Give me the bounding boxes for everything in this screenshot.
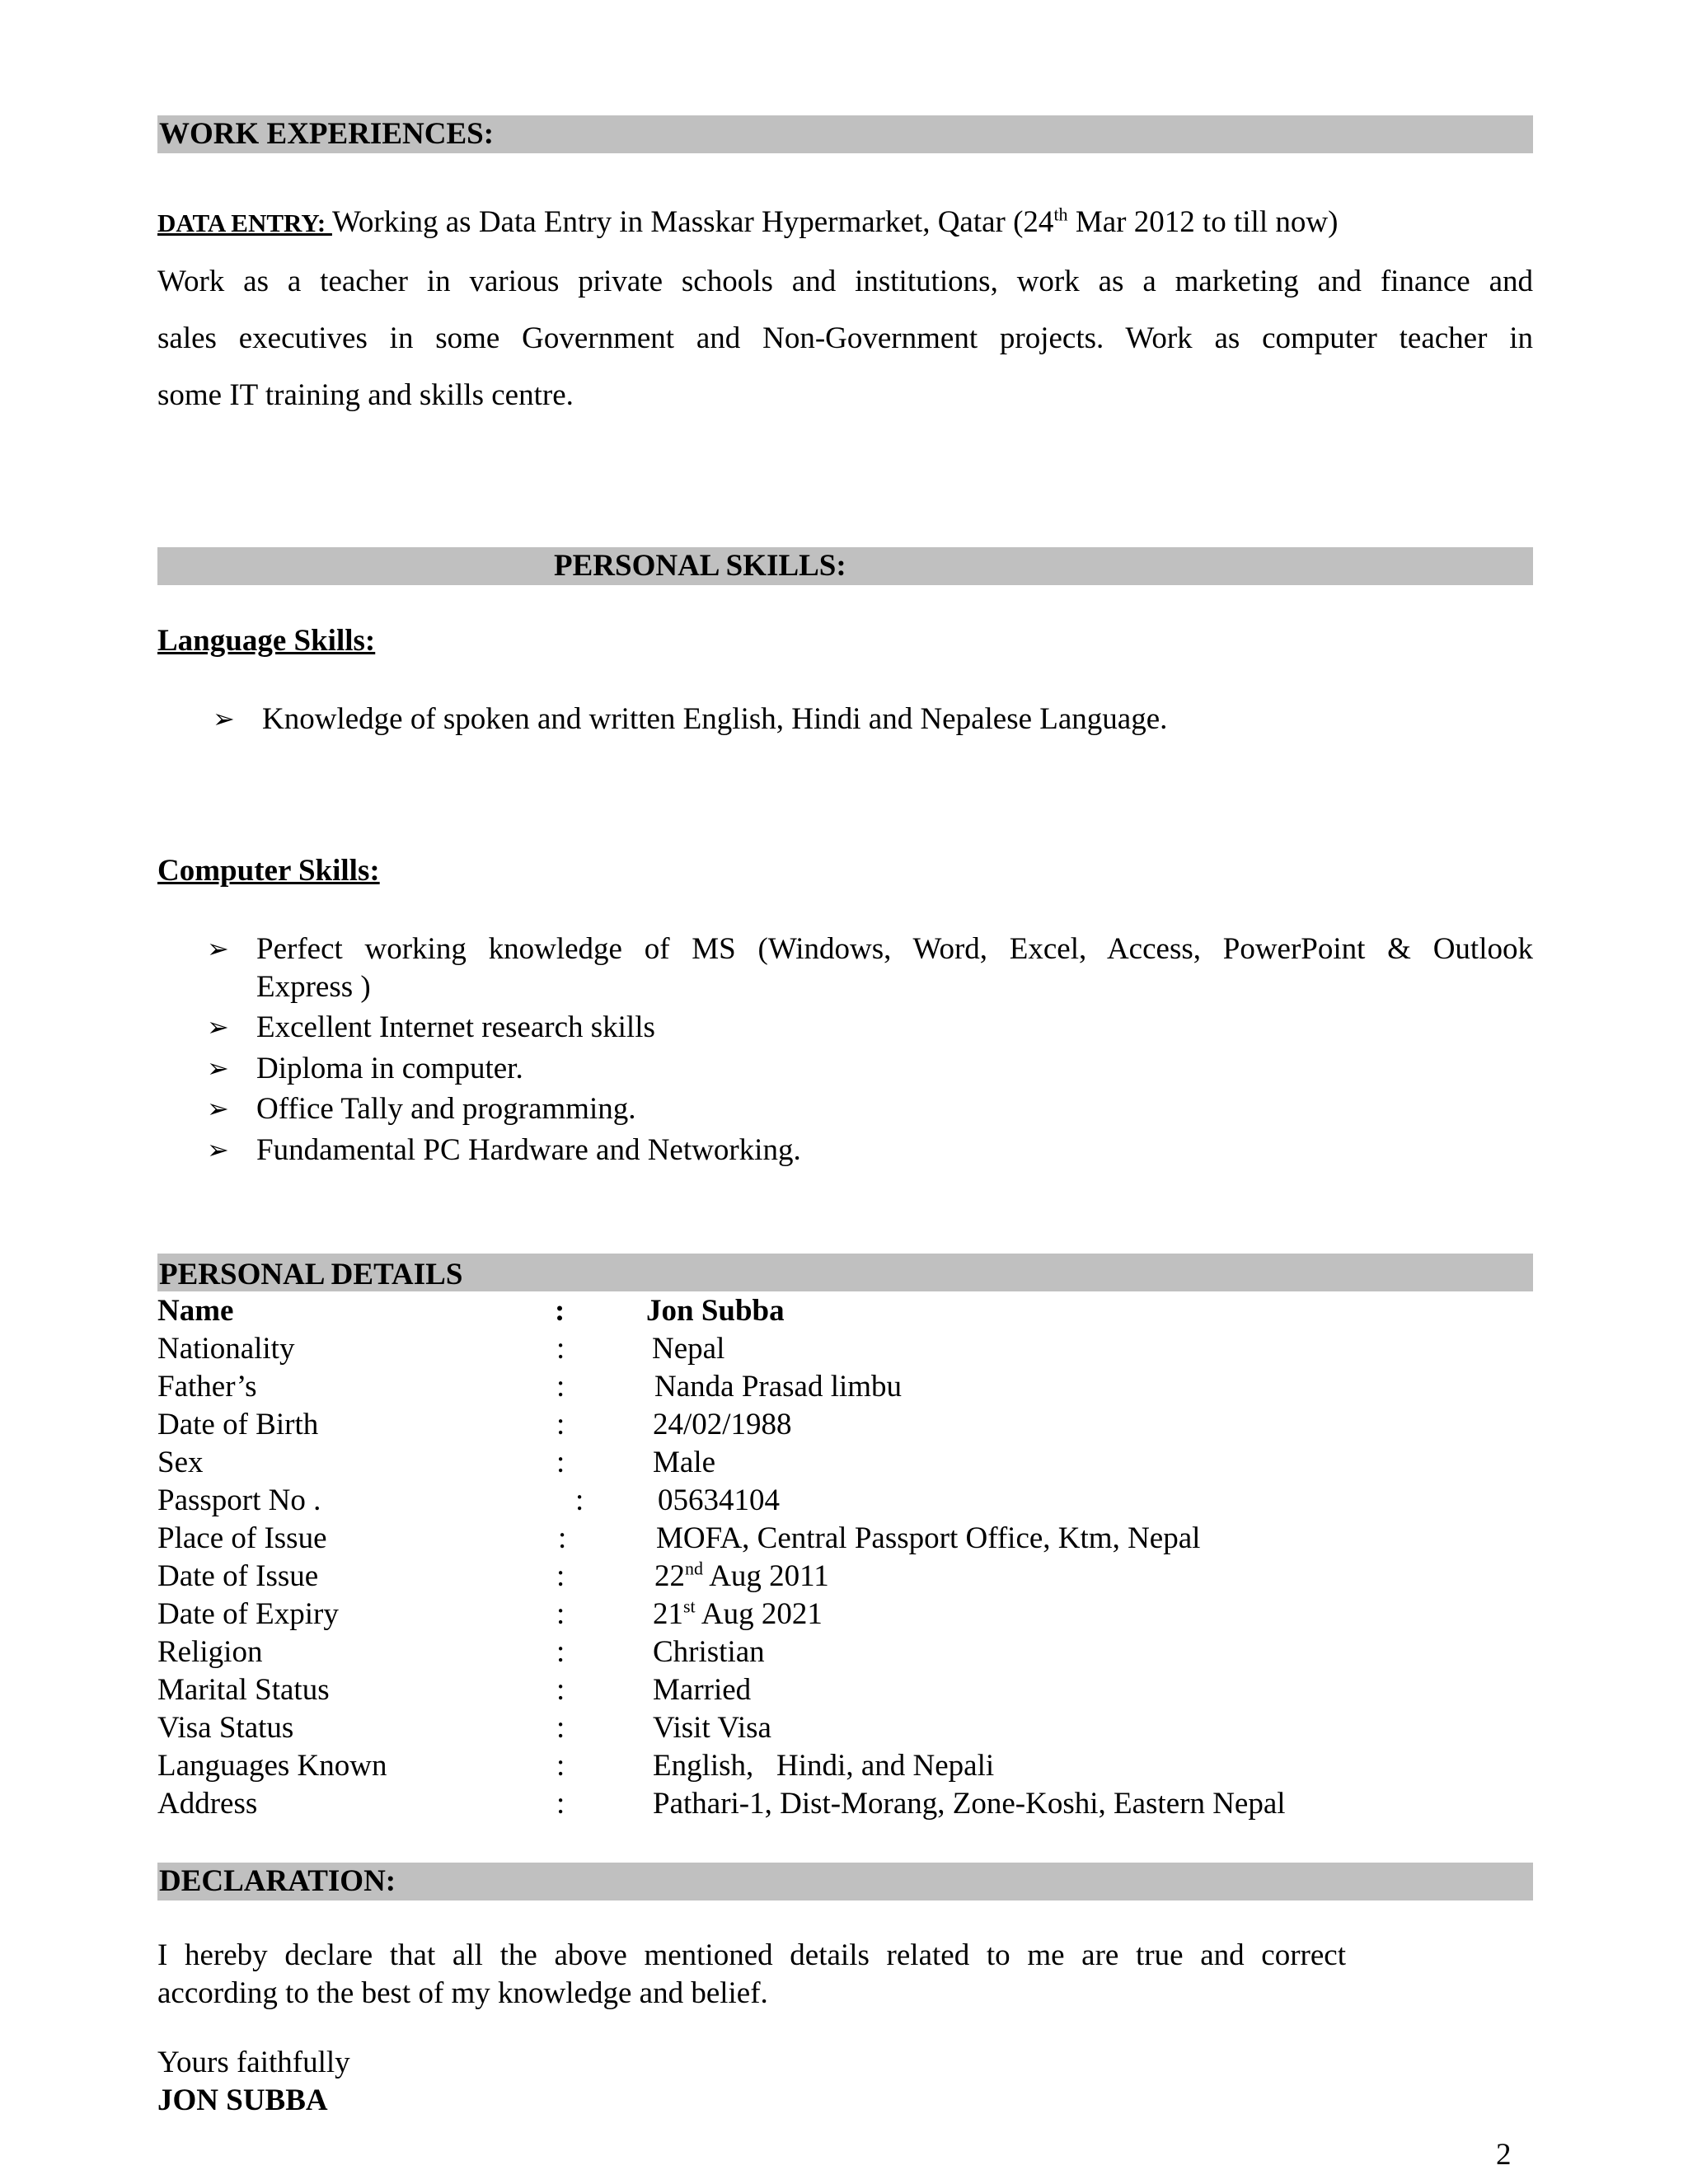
detail-value: 24/02/1988 [653,1408,792,1441]
computer-skill-item: Perfect working knowledge of MS (Windows, Word, Excel, Access, PowerPoint & Outlook [256,932,1533,966]
work-description-line: some IT training and skills centre. [157,378,574,412]
detail-label: Father’s [157,1370,257,1404]
personal-skills-heading: PERSONAL SKILLS: [554,549,846,583]
detail-label: Date of Issue [157,1559,319,1593]
detail-value: MOFA, Central Passport Office, Ktm, Nepal [656,1521,1201,1555]
detail-row-religion [157,1633,1394,1671]
bullet-arrow-icon: ➢ [207,1094,229,1123]
bullet-arrow-icon: ➢ [207,1135,229,1165]
detail-row-nationality [157,1330,1394,1368]
detail-value: Male [653,1446,716,1479]
detail-value-suffix: nd [685,1558,703,1579]
work-description-line: Work as a teacher in various private schools and institutions, work as a marketing and finance and [157,265,1533,298]
detail-row-address [157,1785,1394,1823]
detail-label: Sex [157,1446,204,1479]
data-entry-sup: th [1053,204,1068,225]
detail-value-rest: Aug 2021 [695,1597,823,1631]
detail-value: Jon Subba [646,1294,785,1328]
detail-colon: : [556,1711,565,1745]
detail-colon: : [556,1446,565,1479]
bullet-arrow-icon: ➢ [207,934,229,963]
declaration-line: I hereby declare that all the above mentioned details related to me are true and correct [157,1938,1346,1972]
computer-skill-item: Fundamental PC Hardware and Networking. [256,1133,801,1167]
data-entry-line [157,204,1338,240]
bullet-arrow-icon: ➢ [213,704,235,733]
page-number: 2 [1496,2138,1512,2172]
data-entry-text-b: Mar 2012 to till now) [1067,205,1339,239]
detail-row-sex [157,1444,1394,1482]
computer-skill-item: Office Tally and programming. [256,1092,636,1126]
detail-colon: : [555,1294,565,1328]
detail-colon: : [556,1749,565,1783]
detail-value: Nanda Prasad limbu [654,1370,903,1404]
bullet-arrow-icon: ➢ [207,1012,229,1042]
detail-label: Passport No . [157,1483,321,1517]
bullet-arrow-icon: ➢ [207,1053,229,1083]
language-skills-heading: Language Skills: [157,624,376,658]
language-skill-item: Knowledge of spoken and written English, Hindi and Nepalese Language. [262,702,1168,736]
detail-label: Visa Status [157,1711,294,1745]
detail-label: Place of Issue [157,1521,327,1555]
detail-row-passport-no [157,1482,1394,1520]
detail-row-marital-status [157,1671,1394,1709]
detail-colon: : [556,1597,565,1631]
computer-skills-heading: Computer Skills: [157,854,380,888]
detail-label: Date of Birth [157,1408,319,1441]
detail-colon: : [556,1408,565,1441]
detail-value: 05634104 [658,1483,780,1517]
work-experiences-heading: WORK EXPERIENCES: [159,117,495,151]
detail-value: English, Hindi, and Nepali [653,1749,995,1783]
personal-details-heading: PERSONAL DETAILS [159,1258,463,1291]
detail-value: Visit Visa [653,1711,771,1745]
detail-value-suffix: st [683,1596,696,1617]
detail-value: Christian [653,1635,765,1669]
detail-colon: : [556,1635,565,1669]
declaration-heading: DECLARATION: [159,1864,396,1898]
detail-value-day: 21 [653,1597,683,1631]
detail-row-date-of-birth [157,1406,1394,1444]
detail-row-place-of-issue [157,1520,1394,1558]
detail-row-languages-known [157,1747,1394,1785]
detail-label: Languages Known [157,1749,387,1783]
detail-value-day: 22 [654,1559,685,1593]
detail-label: Marital Status [157,1673,330,1707]
declaration-line: according to the best of my knowledge and belief. [157,1976,768,2010]
detail-label: Religion [157,1635,263,1669]
detail-value: Nepal [652,1332,725,1366]
detail-value [653,1596,823,1633]
detail-label: Address [157,1787,258,1821]
detail-label: Nationality [157,1332,295,1366]
detail-colon: : [556,1370,565,1404]
computer-skill-item: Diploma in computer. [256,1052,523,1085]
computer-skill-item-continued: Express ) [256,970,371,1004]
computer-skill-item: Excellent Internet research skills [256,1010,655,1044]
detail-colon: : [556,1332,565,1366]
detail-label: Name [157,1294,234,1328]
detail-row-father [157,1368,1394,1406]
detail-colon: : [575,1483,584,1517]
data-entry-text-a: Working as Data Entry in Masskar Hypermarket, Qatar (24 [331,205,1054,239]
detail-row-date-of-expiry [157,1596,1394,1633]
detail-row-visa-status [157,1709,1394,1747]
data-entry-label: DATA ENTRY: [157,209,332,237]
detail-value: Married [653,1673,752,1707]
detail-value [654,1558,829,1596]
detail-colon: : [556,1787,565,1821]
detail-colon: : [556,1559,565,1593]
work-description [157,253,1533,424]
detail-label: Date of Expiry [157,1597,339,1631]
detail-value-rest: Aug 2011 [703,1559,829,1593]
detail-row-date-of-issue [157,1558,1394,1596]
detail-colon: : [556,1673,565,1707]
detail-colon: : [558,1521,567,1555]
detail-value: Pathari-1, Dist-Morang, Zone-Koshi, Eastern Nepal [653,1787,1286,1821]
work-description-line: sales executives in some Government and Non-Government projects. Work as computer teacher in [157,321,1533,355]
closing-text: Yours faithfully [157,2046,350,2079]
signature-name: JON SUBBA [157,2083,328,2117]
detail-row-name [157,1292,1394,1330]
